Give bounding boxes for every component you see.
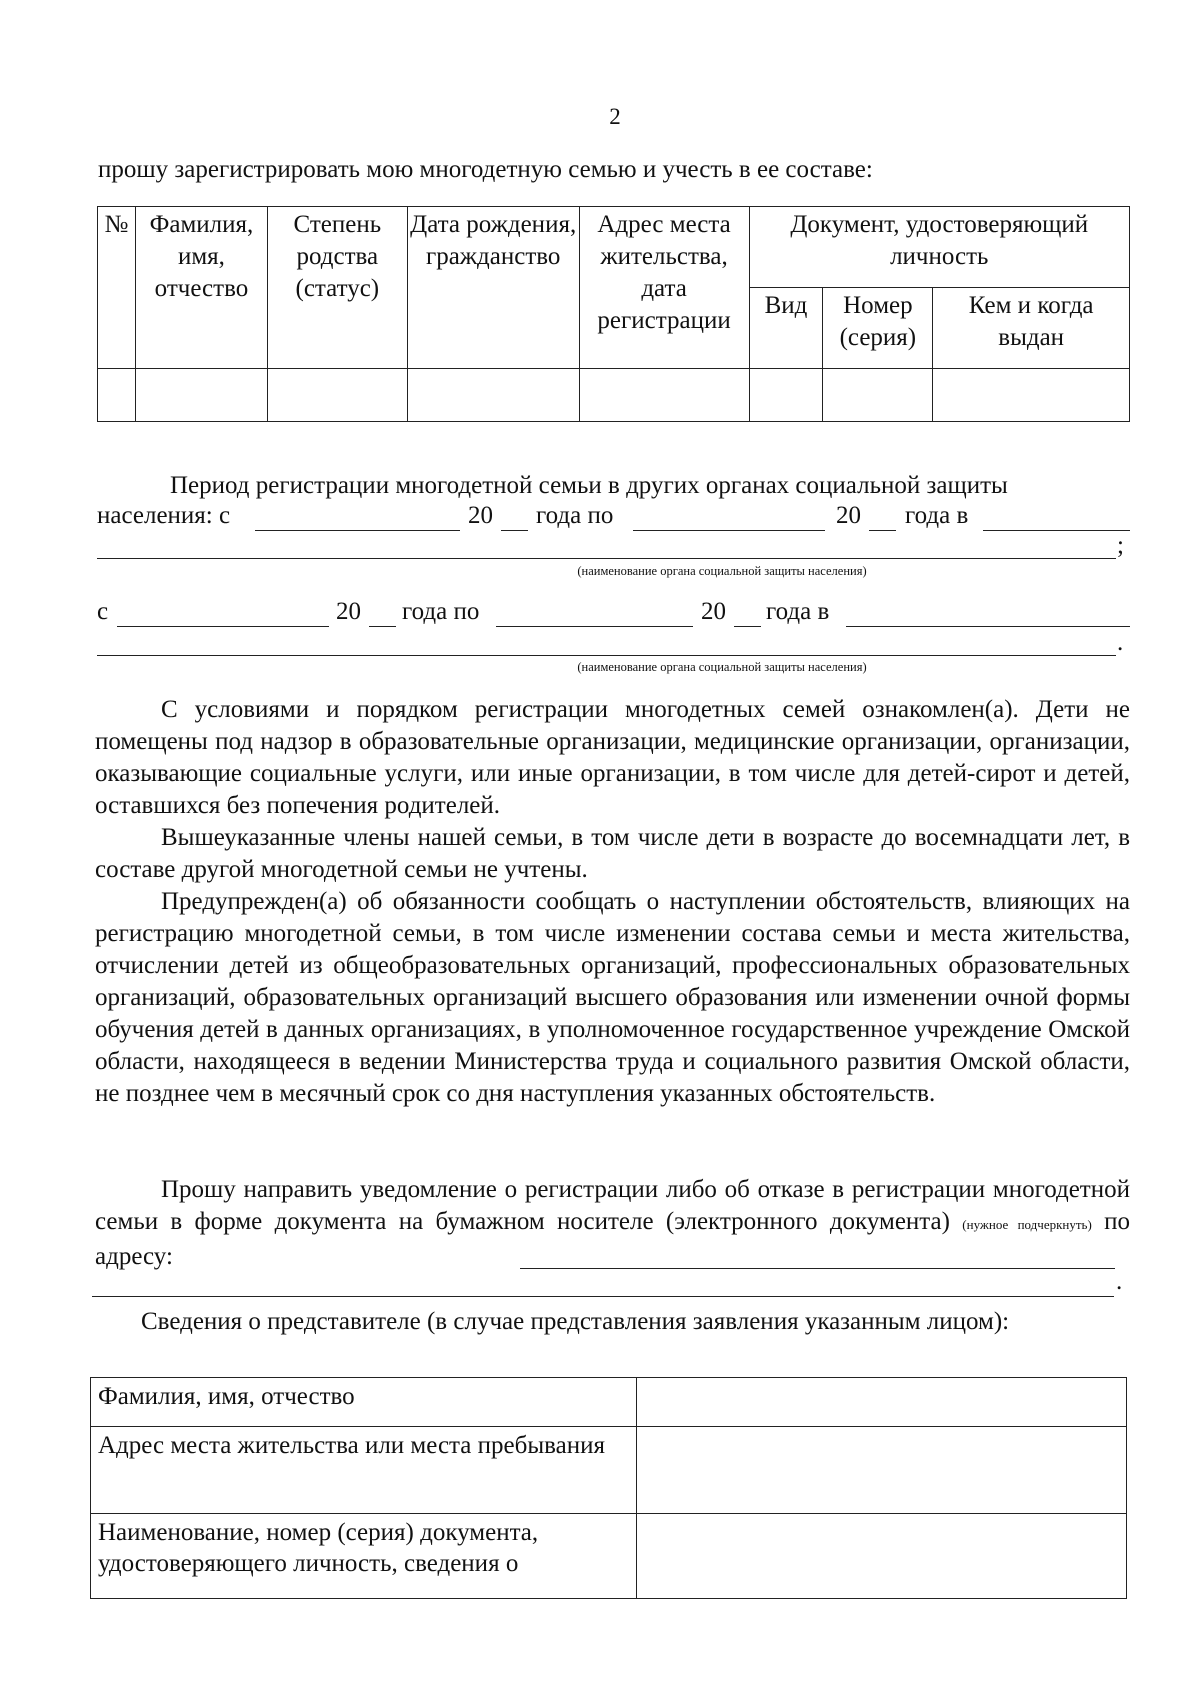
rep-label-document: Наименование, номер (серия) документа, удостоверяющего личность, сведения о — [91, 1514, 637, 1599]
col-header-address: Адрес места жительства, дата регистрации — [579, 207, 749, 369]
paragraph-representative: Сведения о представителе (в случае представления заявления указанным лицом): — [141, 1308, 1010, 1335]
date-to-field-2[interactable] — [496, 626, 693, 627]
organ-note-2: (наименование органа социальной защиты населения) — [577, 660, 867, 674]
rep-value-address[interactable] — [636, 1427, 1126, 1514]
address-label: по адресу: — [95, 1208, 1131, 1270]
period-line1-prefix: населения: с — [97, 502, 231, 529]
col-header-name: Фамилия, имя, отчество — [135, 207, 267, 369]
year-label: 20 — [468, 502, 493, 529]
table-cell[interactable] — [98, 369, 136, 422]
semicolon: ; — [1117, 532, 1124, 559]
rep-label-address: Адрес места жительства или места пребывания — [91, 1427, 637, 1514]
period-to-label: года по — [402, 598, 480, 625]
period-to-label: года по — [536, 502, 614, 529]
table-row — [91, 1427, 1127, 1514]
representative-table — [90, 1377, 1127, 1599]
organ-field-1b[interactable] — [97, 558, 1116, 559]
rep-value-name[interactable] — [636, 1378, 1126, 1427]
table-cell[interactable] — [749, 369, 823, 422]
col-header-doc-type: Вид — [749, 288, 823, 369]
col-header-relation: Степень родства (статус) — [267, 207, 407, 369]
period-line2-prefix: с — [97, 598, 109, 625]
table-row — [91, 1514, 1127, 1599]
organ-field-2a[interactable] — [846, 626, 1130, 627]
table-cell[interactable] — [579, 369, 749, 422]
year-from-field-2[interactable] — [369, 626, 396, 627]
table-cell[interactable] — [135, 369, 267, 422]
address-field-1[interactable] — [520, 1268, 1115, 1269]
table-cell[interactable] — [267, 369, 407, 422]
paragraph-members: Вышеуказанные члены нашей семьи, в том числе дети в возрасте до восемнадцати лет, в составе другой многодетной семьи не учтены. — [95, 824, 1130, 883]
paragraph-notification — [95, 1174, 1130, 1273]
notification-text: Прошу направить уведомление о регистрации либо об отказе в регистрации многодетной семьи в форме документа на бумажном носителе (электронного документа) — [95, 1176, 1130, 1235]
rep-value-document[interactable] — [636, 1514, 1126, 1599]
year-to-field-1[interactable] — [869, 530, 896, 531]
organ-note-1: (наименование органа социальной защиты населения) — [577, 564, 867, 578]
table-cell[interactable] — [823, 369, 933, 422]
address-field-2[interactable] — [92, 1296, 1114, 1297]
date-from-field-2[interactable] — [117, 626, 329, 627]
year-to-field-2[interactable] — [734, 626, 761, 627]
date-to-field-1[interactable] — [633, 530, 825, 531]
year-label: 20 — [701, 598, 726, 625]
period-dot: . — [1117, 629, 1124, 656]
period-in-label: года в — [766, 598, 830, 625]
intro-text: прошу зарегистрировать мою многодетную семью и учесть в ее составе: — [98, 156, 873, 183]
year-from-field-1[interactable] — [501, 530, 528, 531]
family-members-table — [97, 206, 1130, 422]
table-row — [98, 369, 1130, 422]
organ-field-2b[interactable] — [97, 655, 1116, 656]
paragraph-conditions: С условиями и порядком регистрации многодетных семей ознакомлен(а). Дети не помещены под надзор в образовательные организации, медицинские организации, организации, оказывающие социальные услуги, или иные организации, в том числе для детей-сирот и детей, оставшихся без попечения родителей. — [95, 696, 1130, 819]
table-cell[interactable] — [933, 369, 1130, 422]
year-label: 20 — [336, 598, 361, 625]
rep-label-name: Фамилия, имя, отчество — [91, 1378, 637, 1427]
col-header-doc-issued: Кем и когда выдан — [933, 288, 1130, 369]
col-header-doc-number: Номер (серия) — [823, 288, 933, 369]
table-cell[interactable] — [407, 369, 579, 422]
col-header-document: Документ, удостоверяющий личность — [749, 207, 1129, 288]
period-in-label: года в — [905, 502, 969, 529]
organ-field-1a[interactable] — [983, 530, 1130, 531]
col-header-number: № — [98, 207, 136, 369]
date-from-field-1[interactable] — [255, 530, 460, 531]
address-dot: . — [1116, 1268, 1123, 1295]
table-row — [91, 1378, 1127, 1427]
year-label: 20 — [836, 502, 861, 529]
page-number: 2 — [609, 104, 621, 129]
col-header-birth: Дата рождения, гражданство — [407, 207, 579, 369]
underline-note: (нужное подчеркнуть) — [962, 1217, 1092, 1232]
period-intro: Период регистрации многодетной семьи в других органах социальной защиты — [170, 472, 1008, 499]
paragraph-warning: Предупрежден(а) об обязанности сообщать о наступлении обстоятельств, влияющих на регистрацию многодетной семьи, в том числе изменении состава семьи и места жительства, отчислении детей из общеобразовательных организаций, профессиональных образовательных организаций, образовательных организаций высшего образования или изменении очной формы обучения детей в данных организациях, в уполномоченное государственное учреждение Омской области, находящееся в ведении Министерства труда и социального развития Омской области, не позднее чем в месячный срок со дня наступления указанных обстоятельств. — [95, 888, 1130, 1107]
